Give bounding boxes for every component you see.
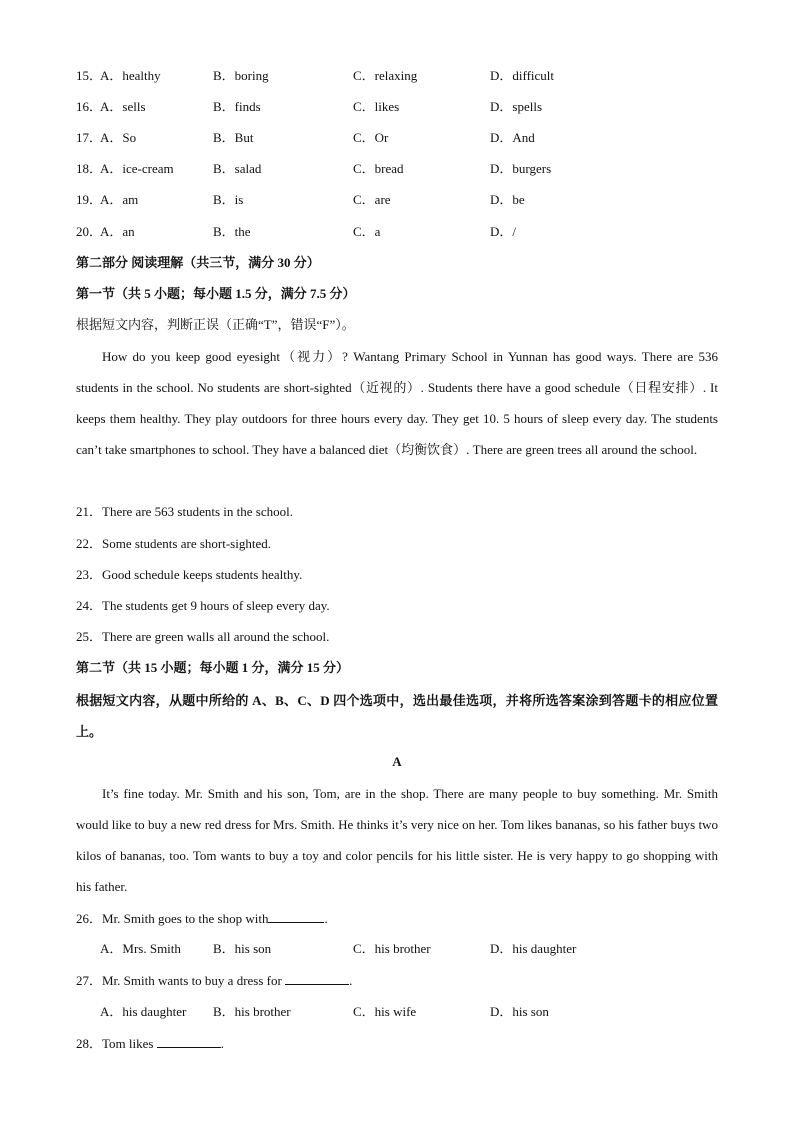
passage-a: It’s fine today. Mr. Smith and his son, Tom, are in the shop. There are many people to buy something. Mr. Smith would like to buy a new red dress for Mrs. Smith. He thinks it’s very nice on her. Tom likes bananas, so his father buys two kilos of bananas, too. Tom wants to buy a toy and color pencils for his little sister. He is very happy to go shopping with his father.: [76, 786, 718, 894]
question-number: 19．: [76, 192, 103, 207]
q19-option-d: D．be: [490, 192, 525, 207]
q17-option-d: D．And: [490, 130, 535, 145]
q26-option-d: D．his daughter: [490, 941, 577, 956]
question-number: 16．: [76, 99, 103, 114]
question-20-options: [76, 223, 736, 241]
q16-option-b: B．finds: [213, 99, 261, 114]
q20-option-b: B．the: [213, 224, 251, 239]
q28-stem-end: .: [220, 1036, 224, 1051]
q18-option-d: D．burgers: [490, 161, 552, 176]
question-28-stem: [76, 1034, 224, 1053]
question-26-options: [76, 940, 736, 958]
tf-item-24: 24．The students get 9 hours of sleep every day.: [76, 598, 330, 613]
q17-option-a: A．So: [100, 130, 137, 145]
section1-instruction: 根据短文内容，判断正误（正确“T”，错误“F”）。: [76, 317, 355, 332]
question-number: 20．: [76, 224, 103, 239]
section1-heading: 第一节（共 5 小题；每小题 1.5 分，满分 7.5 分）: [76, 286, 356, 301]
question-number: 15．: [76, 68, 103, 83]
q15-option-c: C．relaxing: [353, 68, 418, 83]
q27-stem-text: 27．Mr. Smith wants to buy a dress for: [76, 973, 286, 988]
q18-option-c: C．bread: [353, 161, 404, 176]
question-number: 17．: [76, 130, 103, 145]
q16-option-d: D．spells: [490, 99, 543, 114]
q26-option-a: A．Mrs. Smith: [100, 941, 181, 956]
q19-option-b: B．is: [213, 192, 244, 207]
q26-stem-end: .: [324, 911, 328, 926]
q20-option-d: D．/: [490, 224, 517, 239]
part2-heading: 第二部分 阅读理解（共三节，满分 30 分）: [76, 255, 320, 270]
q19-option-a: A．am: [100, 192, 139, 207]
q27-option-c: C．his wife: [353, 1004, 417, 1019]
tf-item-25: 25．There are green walls all around the school.: [76, 629, 330, 644]
question-26-stem: [76, 909, 328, 928]
q26-stem-text: 26．Mr. Smith goes to the shop with: [76, 911, 269, 926]
q27-stem-end: .: [349, 973, 353, 988]
question-18-options: [76, 160, 736, 178]
passage-a-title: A: [392, 754, 402, 769]
q16-option-c: C．likes: [353, 99, 400, 114]
q17-option-b: B．But: [213, 130, 254, 145]
q19-option-c: C．are: [353, 192, 391, 207]
question-17-options: [76, 129, 736, 147]
q15-option-b: B．boring: [213, 68, 269, 83]
question-16-options: [76, 98, 736, 116]
tf-item-21: 21．There are 563 students in the school.: [76, 504, 293, 519]
q27-option-a: A．his daughter: [100, 1004, 187, 1019]
tf-item-23: 23．Good schedule keeps students healthy.: [76, 567, 303, 582]
q26-answer-blank: [268, 909, 324, 923]
q27-option-b: B．his brother: [213, 1004, 291, 1019]
q17-option-c: C．Or: [353, 130, 389, 145]
question-27-options: [76, 1003, 736, 1021]
q28-stem-text: 28．Tom likes: [76, 1036, 157, 1051]
q28-answer-blank: [157, 1034, 221, 1048]
q16-option-a: A．sells: [100, 99, 146, 114]
q15-option-a: A．healthy: [100, 68, 161, 83]
q27-answer-blank: [285, 971, 349, 985]
question-27-stem: [76, 971, 352, 990]
section2-heading: 第二节（共 15 小题；每小题 1 分，满分 15 分）: [76, 660, 350, 675]
question-15-options: [76, 67, 736, 85]
q20-option-a: A．an: [100, 224, 135, 239]
q18-option-a: A．ice-cream: [100, 161, 174, 176]
q20-option-c: C．a: [353, 224, 381, 239]
q26-option-c: C．his brother: [353, 941, 431, 956]
section2-instruction: 根据短文内容，从题中所给的 A、B、C、D 四个选项中，选出最佳选项，并将所选答案涂到答题卡的相应位置上。: [76, 693, 718, 739]
tf-item-22: 22．Some students are short-sighted.: [76, 536, 271, 551]
question-number: 18．: [76, 161, 103, 176]
q15-option-d: D．difficult: [490, 68, 555, 83]
question-19-options: [76, 191, 736, 209]
q26-option-b: B．his son: [213, 941, 272, 956]
q27-option-d: D．his son: [490, 1004, 549, 1019]
q18-option-b: B．salad: [213, 161, 262, 176]
passage-eyesight: How do you keep good eyesight（视力）? Wantang Primary School in Yunnan has good ways. There are 536 students in the school. No students are short-sighted（近视的）. Students there have a good schedule（日程安排）. It keeps them healthy. They play outdoors for three hours every day. They get 10. 5 hours of sleep every day. The students can’t take smartphones to school. They have a balanced diet（均衡饮食）. There are green trees all around the school.: [76, 349, 718, 457]
